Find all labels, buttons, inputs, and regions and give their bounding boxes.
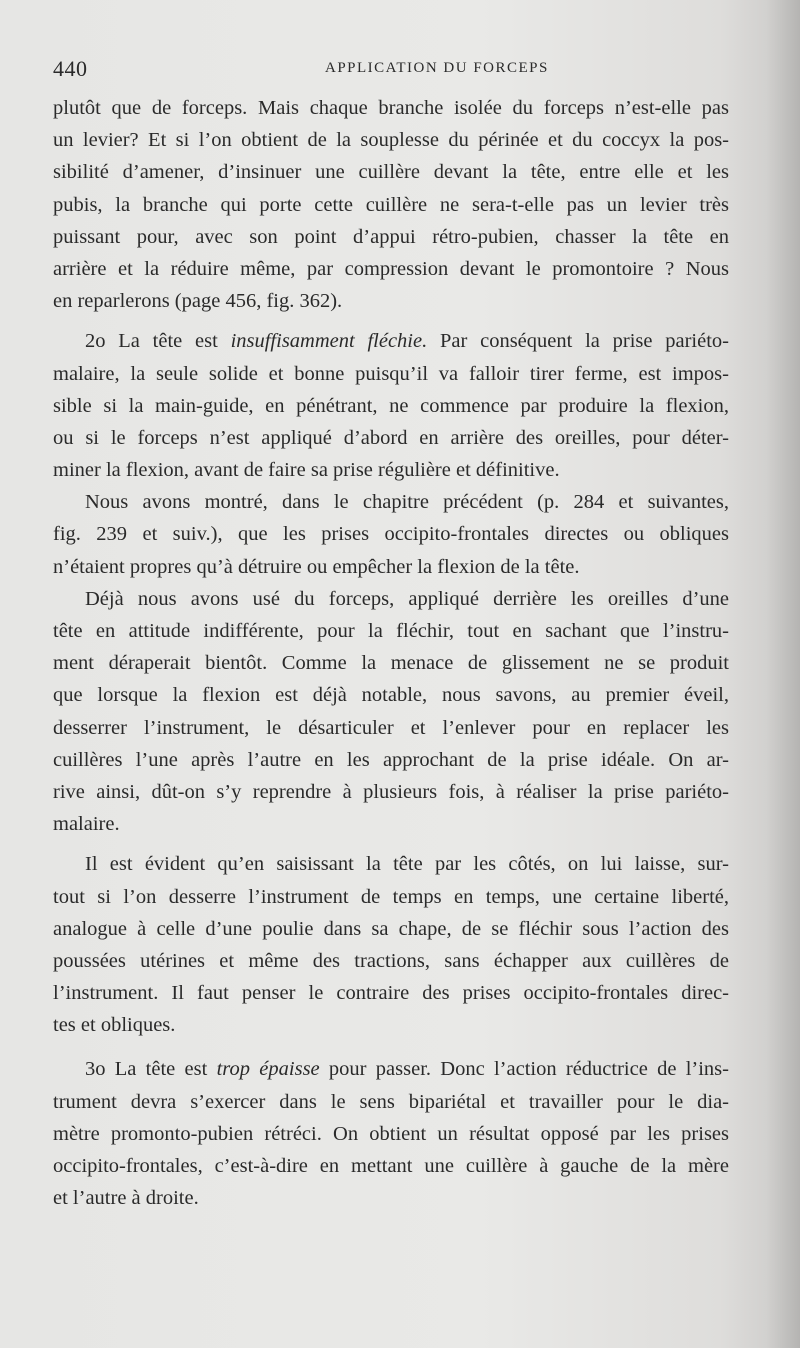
text-line: un levier? Et si l’on obtient de la souplesse du périnée et du coccyx la pos-	[53, 129, 729, 152]
text-line: pubis, la branche qui porte cette cuillère ne sera-t-elle pas un levier très	[53, 193, 729, 216]
italic-phrase: trop épaisse	[216, 1058, 320, 1081]
running-title: APPLICATION DU FORCEPS	[325, 60, 549, 76]
text-line: fig. 239 et suiv.), que les prises occipito-frontales directes ou obliques	[53, 523, 729, 546]
text-line: et l’autre à droite.	[53, 1187, 199, 1210]
text-line: ment déraperait bientôt. Comme la menace de glissement ne se produit	[53, 652, 729, 675]
text-line: sible si la main-guide, en pénétrant, ne commence par produire la flexion,	[53, 394, 729, 417]
text-line: en reparlerons (page 456, fig. 362).	[53, 290, 343, 313]
italic-phrase: insuffisamment fléchie.	[230, 330, 428, 353]
page-header	[53, 56, 733, 86]
paragraph-4	[53, 583, 729, 841]
body-text	[53, 92, 729, 1214]
text-line: cuillères l’une après l’autre en les approchant de la prise idéale. On ar-	[53, 748, 729, 771]
text-line: tout si l’on desserre l’instrument de temps en temps, une certaine liberté,	[53, 885, 729, 908]
text-line: Nous avons montré, dans le chapitre précédent (p. 284 et suivantes,	[85, 491, 729, 514]
line-suffix: Par conséquent la prise pariéto-	[427, 330, 730, 353]
text-line: occipito-frontales, c’est-à-dire en mettant une cuillère à gauche de la mère	[53, 1155, 729, 1177]
paragraph-3	[53, 486, 729, 583]
text-line: trument devra s’exercer dans le sens bipariétal et travailler pour le dia-	[53, 1090, 729, 1113]
text-line: desserrer l’instrument, le désarticuler et l’enlever pour en replacer les	[53, 716, 729, 739]
text-line: tête en attitude indifférente, pour la fléchir, tout en sachant que l’instru-	[53, 620, 729, 642]
line-prefix: 3o La tête est	[85, 1058, 217, 1081]
paragraph-6	[53, 1053, 729, 1214]
text-line: malaire.	[53, 813, 120, 836]
text-line: ou si le forceps n’est appliqué d’abord en arrière des oreilles, pour déter-	[53, 426, 729, 449]
text-line: puissant pour, avec son point d’appui rétro-pubien, chasser la tête en	[53, 225, 729, 248]
text-line: analogue à celle d’une poulie dans sa chape, de se fléchir sous l’action des	[53, 917, 729, 940]
text-line: Déjà nous avons usé du forceps, appliqué derrière les oreilles d’une	[85, 587, 729, 610]
page-number: 440	[53, 56, 88, 81]
text-line: rive ainsi, dût-on s’y reprendre à plusieurs fois, à réaliser la prise pariéto-	[53, 780, 729, 803]
text-line	[53, 1053, 729, 1085]
text-line: Il est évident qu’en saisissant la tête par les côtés, on lui laisse, sur-	[85, 853, 729, 876]
text-line: n’étaient propres qu’à détruire ou empêcher la flexion de la tête.	[53, 555, 580, 578]
line-suffix: pour passer. Donc l’action réductrice de l’ins-	[319, 1058, 729, 1081]
text-line: poussées utérines et même des tractions, sans échapper aux cuillères de	[53, 949, 729, 972]
text-line: mètre promonto-pubien rétréci. On obtient un résultat opposé par les prises	[53, 1122, 729, 1145]
text-line: tes et obliques.	[53, 1014, 176, 1037]
text-line: plutôt que de forceps. Mais chaque branche isolée du forceps n’est-elle pas	[53, 97, 729, 119]
text-line: malaire, la seule solide et bonne puisqu’il va falloir tirer ferme, est impos-	[53, 362, 729, 385]
line-prefix: 2o La tête est	[85, 330, 231, 353]
paragraph-5	[53, 848, 729, 1041]
paragraph-1	[53, 92, 729, 317]
text-line: sibilité d’amener, d’insinuer une cuillère devant la tête, entre elle et les	[53, 161, 729, 184]
paragraph-2	[53, 325, 729, 486]
text-line	[53, 325, 729, 357]
text-line: l’instrument. Il faut penser le contraire des prises occipito-frontales direc-	[53, 982, 729, 1005]
text-line: que lorsque la flexion est déjà notable, nous savons, au premier éveil,	[53, 684, 729, 707]
page-edge-shadow	[766, 0, 800, 1348]
text-line: miner la flexion, avant de faire sa prise régulière et définitive.	[53, 459, 560, 482]
text-line: arrière et la réduire même, par compression devant le promontoire ? Nous	[53, 257, 729, 280]
